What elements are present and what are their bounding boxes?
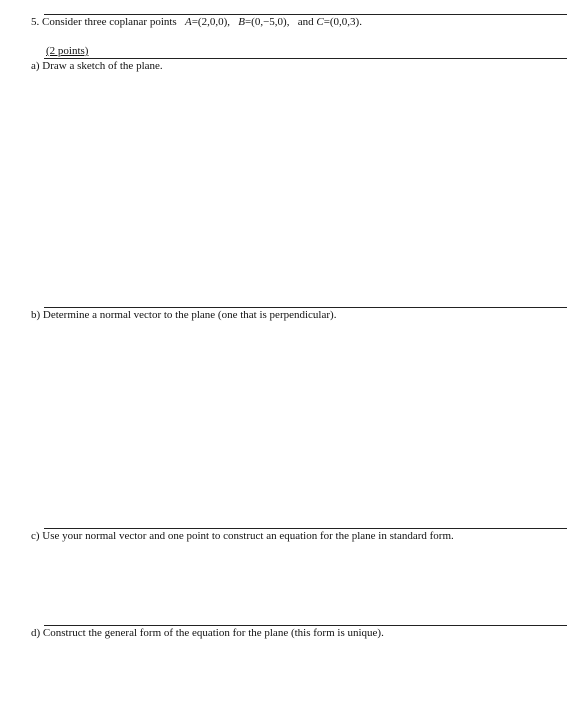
and-word: and	[297, 16, 314, 28]
part-a-rule	[44, 58, 567, 59]
part-a-label: a)	[31, 60, 40, 72]
point-a: A=(2,0,0),	[184, 16, 230, 28]
part-c	[31, 530, 454, 543]
part-c-label: c)	[31, 530, 40, 542]
part-d-label: d)	[31, 627, 41, 639]
question-header	[31, 16, 362, 29]
part-d-text: Construct the general form of the equation for the plane (this form is unique).	[42, 627, 384, 639]
part-d-rule	[44, 625, 567, 626]
point-b: B=(0,−5,0),	[238, 16, 290, 28]
part-c-rule	[44, 528, 567, 529]
part-c-text: Use your normal vector and one point to construct an equation for the plane in standard form.	[42, 530, 454, 542]
part-a	[31, 60, 163, 73]
question-number: 5.	[31, 16, 40, 28]
part-d	[31, 627, 384, 640]
point-c: C=(0,0,3).	[316, 16, 362, 28]
part-a-text: Draw a sketch of the plane.	[42, 60, 163, 72]
part-b-label: b)	[31, 309, 41, 321]
points-label: (2 points)	[46, 45, 89, 57]
question-intro: Consider three coplanar points	[42, 16, 177, 28]
part-b	[31, 309, 336, 322]
part-b-text: Determine a normal vector to the plane (one that is perpendicular).	[42, 309, 337, 321]
part-b-rule	[44, 307, 567, 308]
top-rule	[44, 14, 567, 15]
